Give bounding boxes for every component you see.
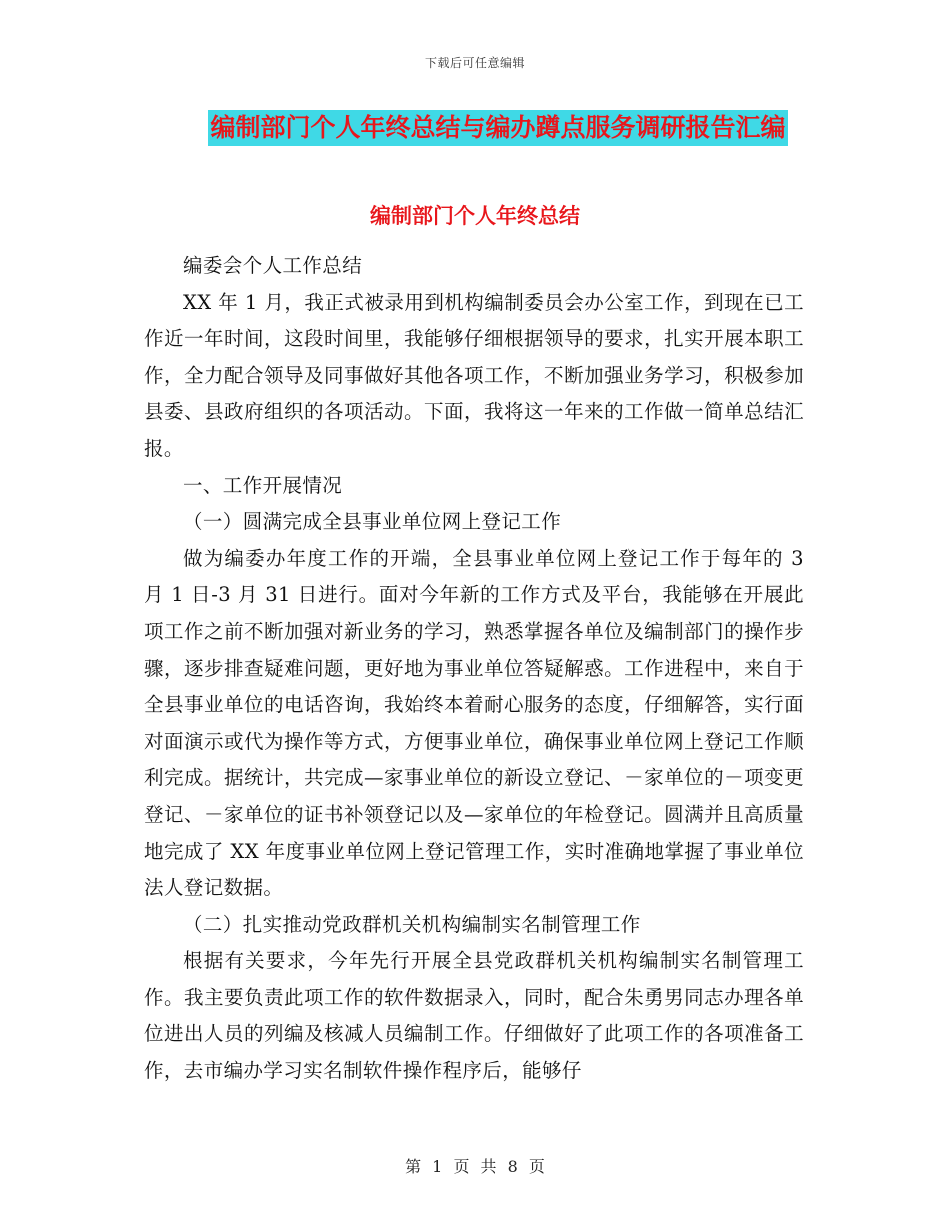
page-footer: 第 1 页 共 8 页 bbox=[405, 1157, 545, 1176]
header-note: 下载后可任意编辑 bbox=[424, 56, 525, 70]
section-heading-work: 一、工作开展情况 bbox=[183, 473, 343, 497]
document-body bbox=[144, 248, 804, 1090]
main-title: 编制部门个人年终总结与编办蹲点服务调研报告汇编 bbox=[208, 110, 787, 146]
main-title-container bbox=[0, 110, 950, 146]
subsection-heading-realname: （二）扎实推动党政群机关机构编制实名制管理工作 bbox=[183, 912, 641, 936]
paragraph-registration: 做为编委办年度工作的开端，全县事业单位网上登记工作于每年的 3 月 1 日-3 月 31 日进行。面对今年新的工作方式及平台，我能够在开展此项工作之前不断加强对新业务的学习，熟悉掌握各单位及编制部门的操作步骤，逐步排查疑难问题，更好地为事业单位答疑解惑。工作进程中，来自于全县事业单位的电话咨询，我始终本着耐心服务的态度，仔细解答，实行面对面演示或代为操作等方式，方便事业单位，确保事业单位网上登记工作顺利完成。据统计，共完成—家事业单位的新设立登记、－家单位的－项变更登记、－家单位的证书补领登记以及—家单位的年检登记。圆满并且高质量地完成了 XX 年度事业单位网上登记管理工作，实时准确地掌握了事业单位法人登记数据。 bbox=[144, 546, 804, 900]
paragraph-heading-committee: 编委会个人工作总结 bbox=[183, 254, 363, 277]
paragraph-intro: XX 年 1 月，我正式被录用到机构编制委员会办公室工作，到现在已工作近一年时间，这段时间里，我能够仔细根据领导的要求，扎实开展本职工作，全力配合领导及同事做好其他各项工作，不断加强业务学习，积极参加县委、县政府组织的各项活动。下面，我将这一年来的工作做一简单总结汇报。 bbox=[144, 290, 804, 460]
subsection-heading-registration: （一）圆满完成全县事业单位网上登记工作 bbox=[183, 510, 562, 534]
paragraph-realname: 根据有关要求，今年先行开展全县党政群机关机构编制实名制管理工作。我主要负责此项工作的软件数据录入，同时，配合朱勇男同志办理各单位进出人员的列编及核减人员编制工作。仔细做好了此项工作的各项准备工作，去市编办学习实名制软件操作程序后，能够仔 bbox=[144, 949, 804, 1083]
sub-title: 编制部门个人年终总结 bbox=[370, 204, 580, 228]
